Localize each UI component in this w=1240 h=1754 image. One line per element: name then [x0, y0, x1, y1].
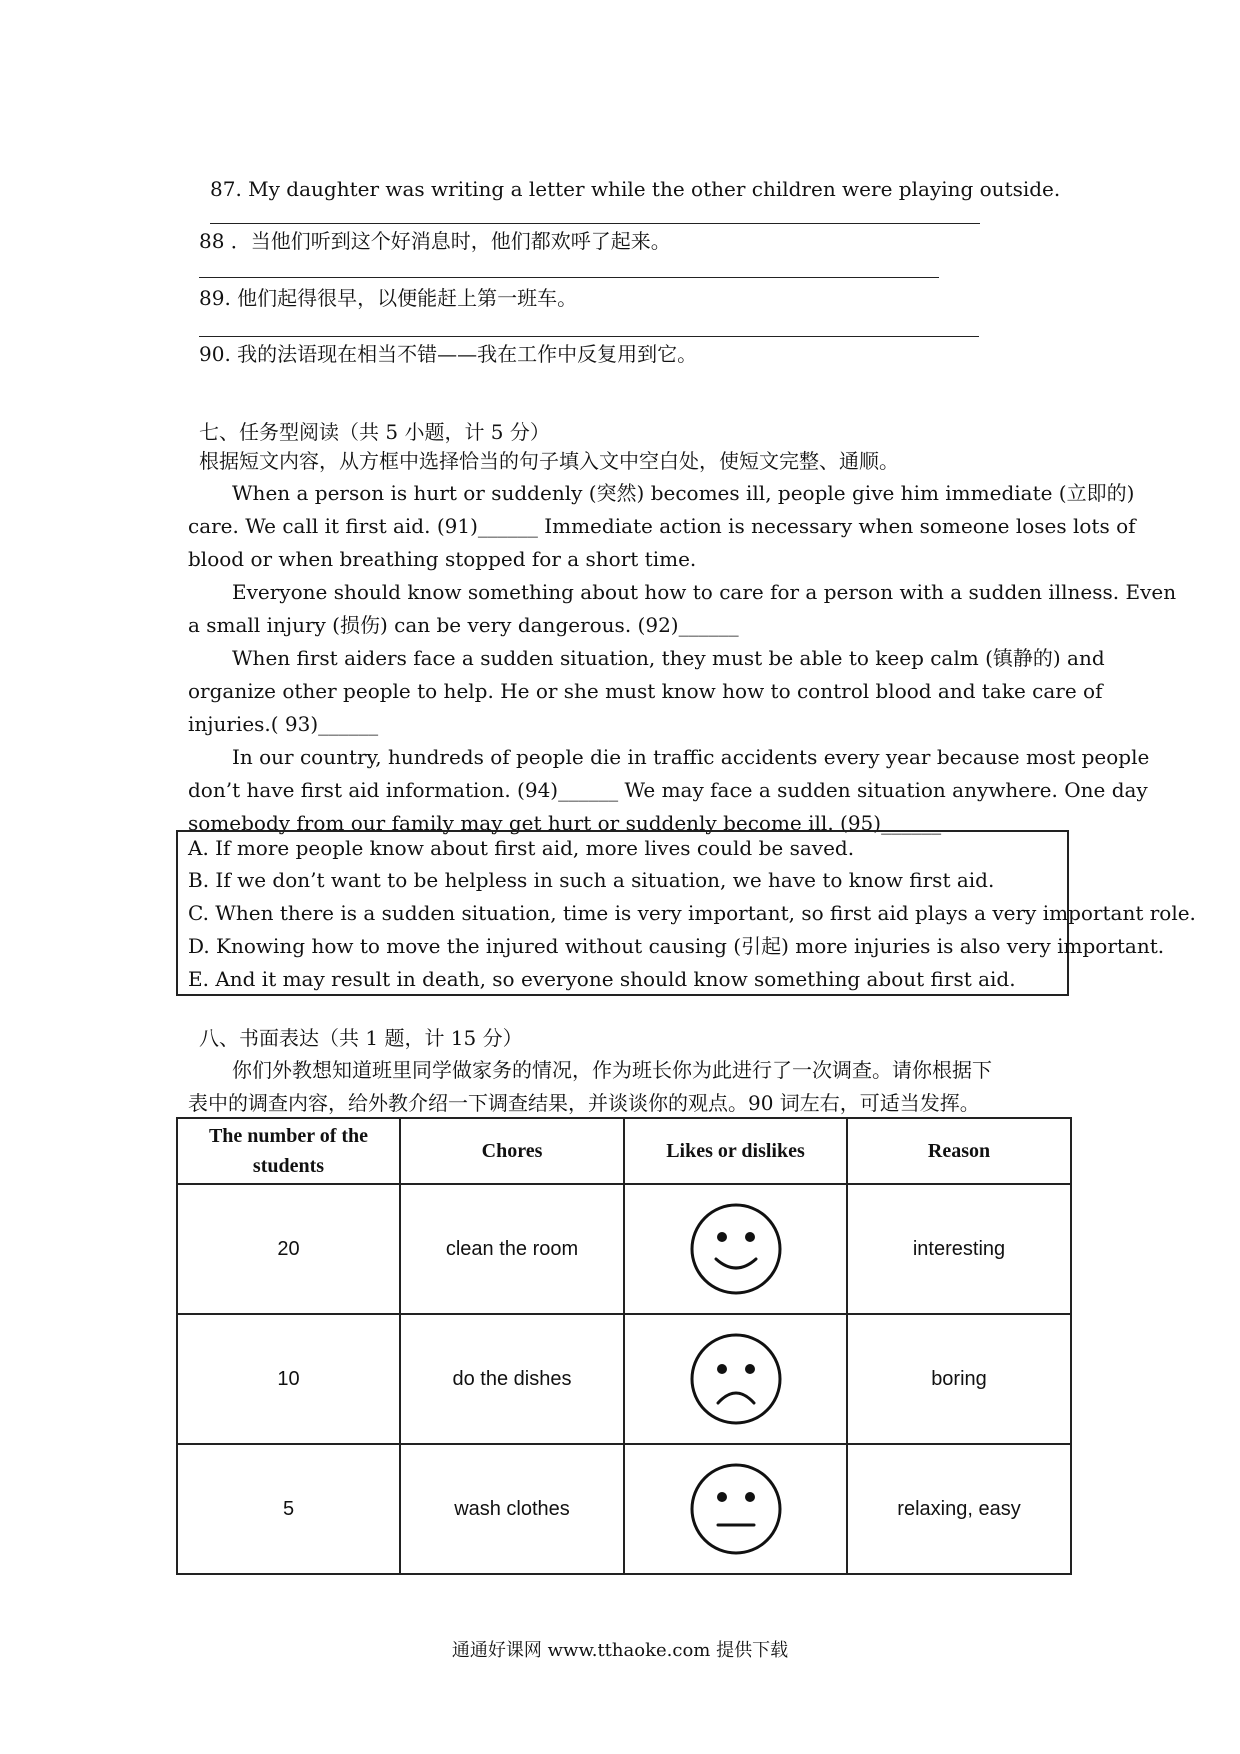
reason: boring [847, 1314, 1071, 1444]
reason: interesting [847, 1184, 1071, 1314]
answer-line-88 [199, 277, 939, 278]
section-8-heading: 八、书面表达（共 1 题，计 15 分） [199, 1026, 523, 1050]
table-row [177, 1314, 1071, 1444]
passage-line: care. We call it first aid. (91)______ Immediate action is necessary when someone loses lots of [188, 514, 1136, 538]
section-7-heading: 七、任务型阅读（共 5 小题，计 5 分） [199, 420, 550, 444]
passage-line: don’t have first aid information. (94)______ We may face a sudden situation anywhere. One day [188, 778, 1148, 802]
header-chores: Chores [400, 1118, 624, 1184]
table-row [177, 1444, 1071, 1574]
question-89: 89. 他们起得很早，以便能赶上第一班车。 [199, 286, 578, 310]
passage-line: Everyone should know something about how to care for a person with a sudden illness. Even [232, 580, 1177, 604]
passage-line: a small injury (损伤) can be very dangerous. (92)______ [188, 613, 739, 637]
section-7-instruction: 根据短文内容，从方框中选择恰当的句子填入文中空白处，使短文完整、通顺。 [199, 449, 899, 473]
question-87: 87. My daughter was writing a letter while the other children were playing outside. [210, 177, 1061, 201]
passage-line: injuries.( 93)______ [188, 712, 379, 736]
student-count: 20 [177, 1184, 400, 1314]
reason: relaxing, easy [847, 1444, 1071, 1574]
option-c: C. When there is a sudden situation, time is very important, so first aid plays a very important role. [188, 901, 1196, 925]
option-e: E. And it may result in death, so everyone should know something about first aid. [188, 967, 1016, 991]
student-count: 10 [177, 1314, 400, 1444]
passage-line: In our country, hundreds of people die in traffic accidents every year because most people [232, 745, 1150, 769]
passage-line: organize other people to help. He or she must know how to control blood and take care of [188, 679, 1103, 703]
sad-face-icon [688, 1331, 784, 1427]
answer-line-89 [199, 336, 979, 337]
writing-prompt-line: 你们外教想知道班里同学做家务的情况，作为班长你为此进行了一次调查。请你根据下 [232, 1058, 992, 1082]
question-88: 88 ．当他们听到这个好消息时，他们都欢呼了起来。 [199, 229, 671, 253]
passage-line: blood or when breathing stopped for a short time. [188, 547, 697, 571]
student-count: 5 [177, 1444, 400, 1574]
passage-line: When a person is hurt or suddenly (突然) becomes ill, people give him immediate (立即的) [232, 481, 1135, 505]
option-a: A. If more people know about first aid, more lives could be saved. [188, 836, 855, 860]
chore: do the dishes [400, 1314, 624, 1444]
header-number: The number of the students [177, 1118, 400, 1184]
neutral-face-icon [688, 1461, 784, 1557]
header-likes: Likes or dislikes [624, 1118, 847, 1184]
passage-line: When first aiders face a sudden situation, they must be able to keep calm (镇静的) and [232, 646, 1105, 670]
header-reason: Reason [847, 1118, 1071, 1184]
option-d: D. Knowing how to move the injured without causing (引起) more injuries is also very important. [188, 934, 1165, 958]
survey-table [176, 1117, 1072, 1575]
passage-line: somebody from our family may get hurt or suddenly become ill. (95)______ [188, 811, 942, 835]
page-footer: 通通好课网 www.tthaoke.com 提供下载 [451, 1640, 789, 1661]
option-b: B. If we don’t want to be helpless in such a situation, we have to know first aid. [188, 868, 995, 892]
writing-prompt-line: 表中的调查内容，给外教介绍一下调查结果，并谈谈你的观点。90 词左右，可适当发挥。 [188, 1091, 980, 1115]
question-90: 90. 我的法语现在相当不错——我在工作中反复用到它。 [199, 342, 698, 366]
options-box [176, 830, 1196, 996]
answer-line-87 [210, 223, 980, 224]
table-row [177, 1184, 1071, 1314]
chore: wash clothes [400, 1444, 624, 1574]
smiley-face-icon [688, 1201, 784, 1297]
chore: clean the room [400, 1184, 624, 1314]
